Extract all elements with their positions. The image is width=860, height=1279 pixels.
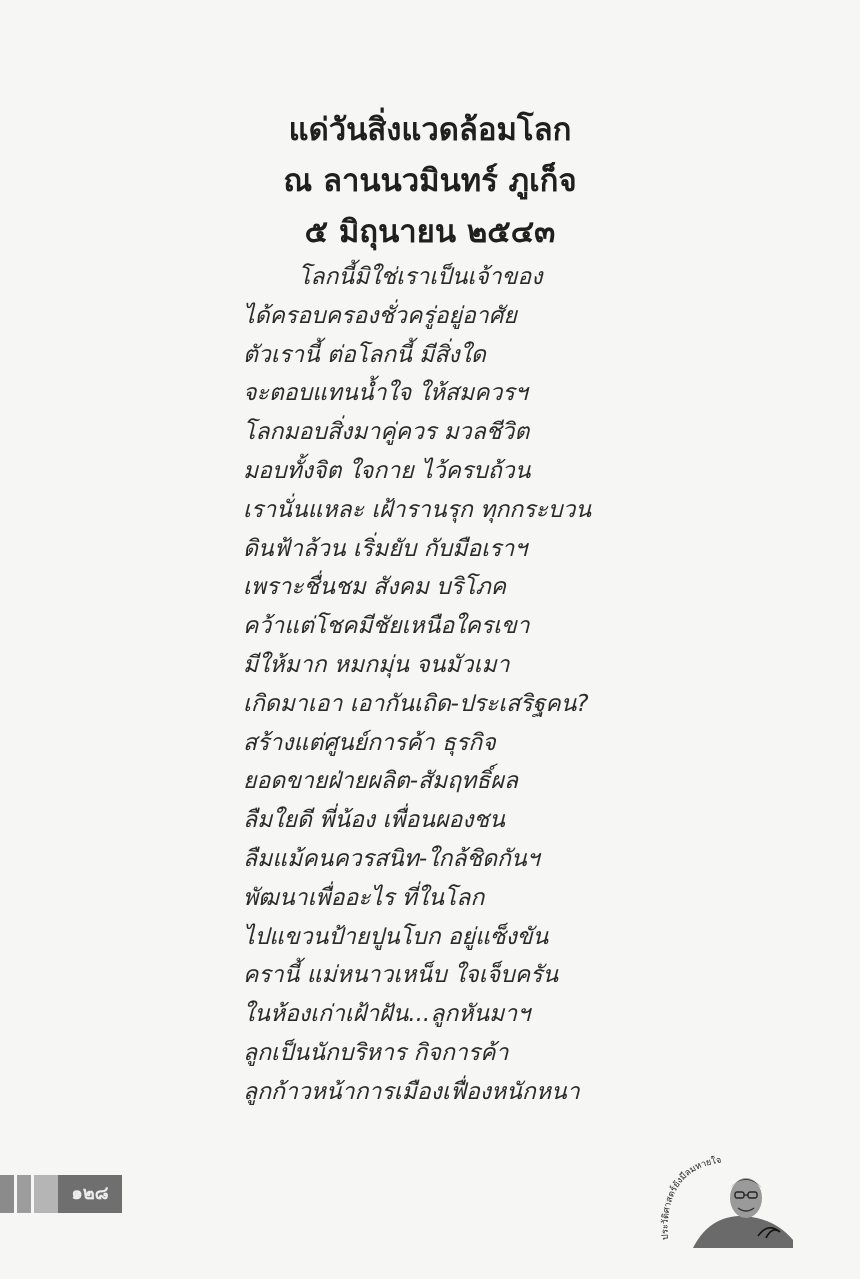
poem-line: ลูกก้าวหน้าการเมืองเฟื่องหนักหนา [243,1078,580,1105]
poem-line: เพราะชื่นชม สังคม บริโภค [243,574,507,601]
poem-line: สร้างแต่ศูนย์การค้า ธุรกิจ [243,729,496,756]
poem-line: โลกนี้มิใช่เราเป็นเจ้าของ [298,264,543,290]
poem-line: ลูกเป็นนักบริหาร กิจการค้า [243,1039,509,1066]
poem-line: มีให้มาก หมกมุ่น จนมัวเมา [243,651,510,678]
poem-line: จะตอบแทนน้ำใจ ให้สมควรฯ [243,380,528,407]
tab-stripe [34,1175,58,1213]
poem-line: ไปแขวนป้ายปูนโบก อยู่แซ็งขัน [243,923,549,950]
poem-line: ตัวเรานี้ ต่อโลกนี้ มีสิ่งใด [243,341,486,368]
tab-stripe [0,1175,14,1213]
portrait-icon [693,1178,793,1248]
page-number: ๑๒๘ [58,1175,122,1213]
tab-stripe [17,1175,31,1213]
logo-caption: ประวัติศาสตร์ยังมีลมหายใจ [660,1155,722,1241]
poem-date: ๕ มิถุนายน ๒๕๔๓ [304,214,556,250]
poem-header [0,105,860,258]
poem-line: ยอดขายฝ่ายผลิต-สัมฤทธิ์ผล [243,768,518,795]
poem-line: เรานั่นแหละ เฝ้ารานรุก ทุกกระบวน [243,496,592,523]
poem-line: ได้ครอบครองชั่วครู่อยู่อาศัย [243,302,517,329]
portrait-logo [658,1140,808,1250]
poem-title: แด่วันสิ่งแวดล้อมโลก [288,112,572,148]
poem-line: เกิดมาเอา เอากันเถิด-ประเสริฐคน? [243,690,589,717]
poem-body [243,258,803,1112]
poem-line: ลืมใยดี พี่น้อง เพื่อนผองชน [243,807,505,834]
poem-line: พัฒนาเพื่ออะไร ที่ในโลก [243,884,485,911]
poem-venue: ณ ลานนวมินทร์ ภูเก็จ [283,163,577,199]
poem-line: ดินฟ้าล้วน เริ่มยับ กับมือเราฯ [243,535,528,562]
poem-line: ครานี้ แม่หนาวเหน็บ ใจเจ็บครัน [243,962,559,989]
poem-line: โลกมอบสิ่งมาคู่ควร มวลชีวิต [243,419,530,446]
page-number-tab [0,1175,122,1213]
poem-line: ลืมแม้คนควรสนิท-ใกล้ชิดกันฯ [243,845,540,872]
poem-line: คว้าแต่โชคมีชัยเหนือใครเขา [243,613,530,640]
poem-line: ในห้องเก่าเฝ้าฝัน...ลูกหันมาฯ [243,1001,531,1028]
poem-line: มอบทั้งจิต ใจกาย ไว้ครบถ้วน [243,457,531,484]
